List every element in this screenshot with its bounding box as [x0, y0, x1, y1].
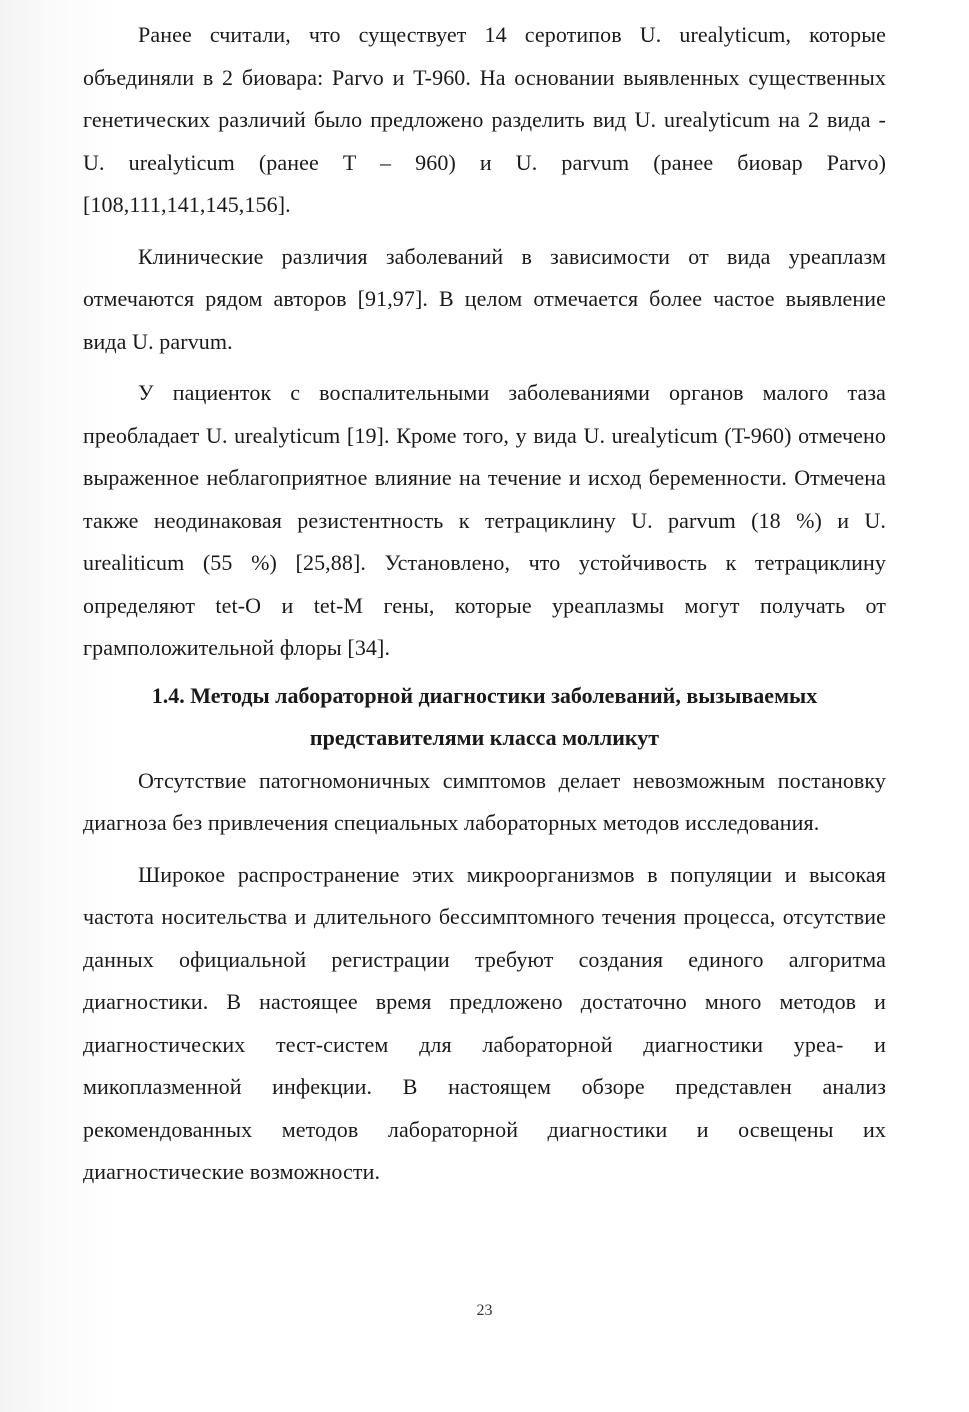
- paragraph-tetracycline-resistance: У пациенток с воспалительными заболеваниями органов малого таза преобладает U. urealyticum [19]. Кроме того, у вида U. urealyticum (T-960) отмечено выраженное неблагоприятное влияние на течение и исход беременности. Отмечена также неодинаковая резистентность к тетрациклину U. parvum (18 %) и U. urealiticum (55 %) [25,88]. Установлено, что устойчивость к тетрациклину определяют tet-O и tet-M гены, которые уреаплазмы могут получать от грамположительной флоры [34].: [83, 380, 886, 660]
- paragraph-no-symptoms: Отсутствие патогномоничных симптомов делает невозможным постановку диагноза без привлечения специальных лабораторных методов исследования.: [83, 767, 886, 835]
- paragraph-serotypes: Ранее считали, что существует 14 серотипов U. urealyticum, которые объединяли в 2 биовара: Parvo и T-960. На основании выявленных существенных генетических различий было предложено разделить вид U. urealyticum на 2 вида - U. urealyticum (ранее T – 960) и U. parvum (ранее биовар Parvo) [108,111,141,145,156].: [83, 22, 886, 217]
- section-heading-line-1: 1.4. Методы лабораторной диагностики заболеваний, вызываемых: [151, 682, 818, 708]
- section-heading-line-2: представителями класса молликут: [309, 725, 660, 750]
- section-heading: [83, 675, 886, 760]
- page-number: 23: [476, 1302, 493, 1319]
- document-body: [83, 14, 886, 1194]
- paragraph-clinical-differences: Клинические различия заболеваний в зависимости от вида уреаплазм отмечаются рядом авторов [91,97]. В целом отмечается более частое выявление вида U. parvum.: [83, 243, 886, 354]
- paragraph-diagnostics-overview: Широкое распространение этих микроорганизмов в популяции и высокая частота носительства и длительного бессимптомного течения процесса, отсутствие данных официальной регистрации требуют создания единого алгоритма диагностики. В настоящее время предложено достаточно много методов и диагностических тест-систем для лабораторной диагностики уреа- и микоплазменной инфекции. В настоящем обзоре представлен анализ рекомендованных методов лабораторной диагностики и освещены их диагностические возможности.: [83, 861, 886, 1184]
